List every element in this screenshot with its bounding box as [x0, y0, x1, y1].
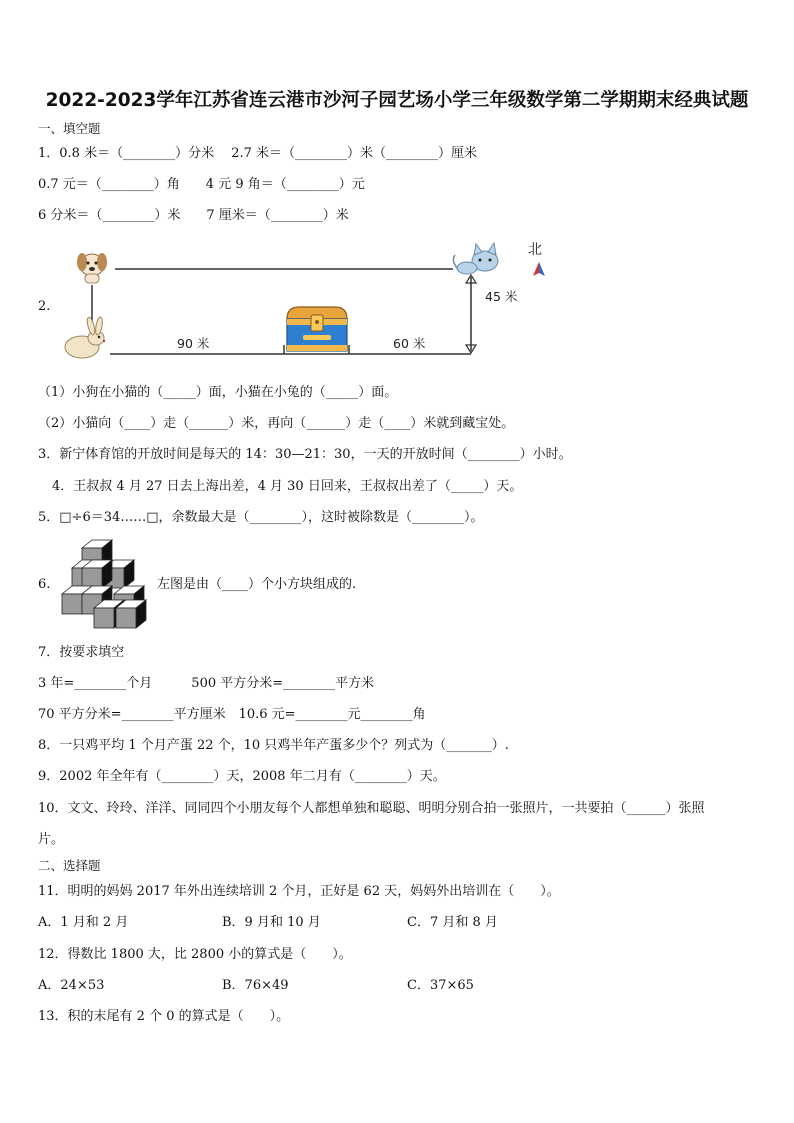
question-12-option-c: C．37×65: [407, 978, 474, 993]
question-12-stem: 12．得数比 1800 大，比 2800 小的算式是（ ）。: [38, 947, 352, 962]
question-13: 13．积的末尾有 2 个 0 的算式是（ ）。: [38, 1009, 290, 1024]
distance-label-60: 60 米: [393, 336, 426, 351]
question-7a: 3 年=________个月 500 平方分米=________平方米: [38, 676, 375, 691]
distance-label-45: 45 米: [485, 289, 518, 304]
treasure-chest-icon: [287, 307, 347, 351]
question-10a: 10．文文、玲玲、洋洋、同同四个小朋友每个人都想单独和聪聪、明明分别合拍一张照片，一共要拍（______）张照: [38, 801, 705, 816]
question-1a: 1．0.8 米＝（________）分米 2.7 米＝（________）米（________）厘米: [38, 146, 478, 161]
question-2-sub1: （1）小狗在小猫的（_____）面，小猫在小兔的（_____）面。: [38, 385, 398, 400]
question-7-head: 7．按要求填空: [38, 645, 125, 660]
rabbit-icon: [65, 317, 105, 358]
question-11-option-b: B．9 月和 10 月: [222, 915, 321, 930]
question-11-option-c: C．7 月和 8 月: [407, 915, 498, 930]
question-11-option-a: A．1 月和 2 月: [38, 915, 129, 930]
question-4: 4．王叔叔 4 月 27 日去上海出差，4 月 30 日回来，王叔叔出差了（_____）天。: [52, 479, 523, 494]
question-6-text: 左图是由（____）个小方块组成的.: [157, 577, 357, 592]
question-10b: 片。: [38, 832, 65, 847]
section-fill-blank: 一、填空题: [38, 121, 101, 136]
question-12-option-b: B．76×49: [222, 978, 289, 993]
treasure-map-figure: [55, 235, 555, 370]
dog-icon: [77, 253, 107, 283]
question-2-number: 2.: [38, 299, 51, 314]
question-2-sub2: （2）小猫向（____）走（______）米，再向（______）走（____）米就到藏宝处。: [38, 416, 515, 431]
question-11-stem: 11．明明的妈妈 2017 年外出连续培训 2 个月，正好是 62 天，妈妈外出培训在（ ）。: [38, 884, 560, 899]
question-7b: 70 平方分米=________平方厘米 10.6 元=________元________角: [38, 707, 426, 722]
cubes-figure: [60, 538, 155, 632]
question-9: 9．2002 年全年有（________）天，2008 年二月有（________）天。: [38, 769, 446, 784]
north-label: 北: [528, 242, 542, 258]
question-1b: 0.7 元＝（________）角 4 元 9 角＝（________）元: [38, 177, 365, 192]
distance-label-90: 90 米: [177, 336, 210, 351]
question-6-number: 6.: [38, 577, 51, 592]
question-1c: 6 分米＝（________）米 7 厘米＝（________）米: [38, 208, 349, 223]
section-choice: 二、选择题: [38, 858, 101, 873]
question-8: 8．一只鸡平均 1 个月产蛋 22 个，10 只鸡半年产蛋多少个？列式为（_______）.: [38, 738, 509, 753]
page-title: 2022-2023学年江苏省连云港市沙河子园艺场小学三年级数学第二学期期末经典试题: [45, 90, 749, 111]
question-5: 5．□÷6＝34……□，余数最大是（________），这时被除数是（________）。: [38, 510, 484, 525]
question-3: 3．新宁体育馆的开放时间是每天的 14：30—21：30，一天的开放时间（________）小时。: [38, 447, 572, 462]
cat-icon: [453, 243, 498, 274]
north-arrow-icon: [533, 262, 545, 276]
question-12-option-a: A．24×53: [38, 978, 105, 993]
